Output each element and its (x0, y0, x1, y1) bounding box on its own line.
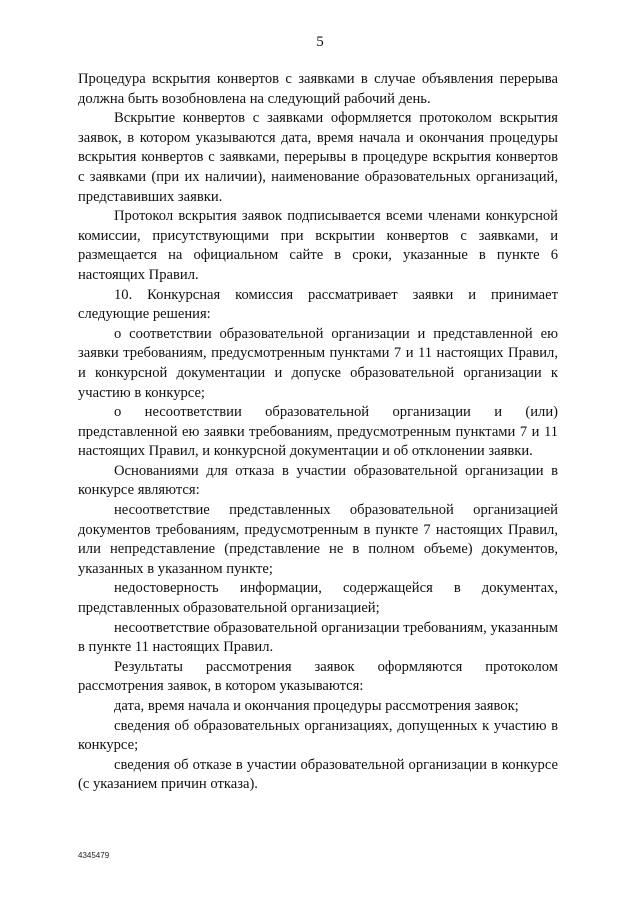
paragraph: дата, время начала и окончания процедуры рассмотрения заявок; (114, 698, 519, 714)
paragraph: Процедура вскрытия конвертов с заявками в случае объявления перерыва должна быть возобновлена на следующий рабочий день. (78, 71, 558, 107)
paragraph: несоответствие образовательной организации требованиям, указанным в пункте 11 настоящих Правил. (78, 619, 558, 656)
paragraph: сведения об образовательных организациях, допущенных к участию в конкурсе; (78, 717, 558, 754)
paragraph-item-10: 10. Конкурсная комиссия рассматривает заявки и принимает следующие решения: (78, 286, 558, 323)
paragraph: Вскрытие конвертов с заявками оформляется протоколом вскрытия заявок, в котором указываются дата, время начала и окончания процедуры вскрытия конвертов с заявками, перерывы в процедуре вскрытия конвертов с заявками (при их наличии), наименование образовательных организаций, представивших заявки. (78, 110, 558, 205)
paragraph: Основаниями для отказа в участии образовательной организации в конкурсе являются: (78, 462, 558, 499)
paragraph: Протокол вскрытия заявок подписывается всеми членами конкурсной комиссии, присутствующими при вскрытии конвертов с заявками, и размещается на официальном сайте в сроки, указанные в пункте 6 настоящих Правил. (78, 208, 558, 283)
paragraph: сведения об отказе в участии образовательной организации в конкурсе (с указанием причин отказа). (78, 756, 558, 793)
document-code: 4345479 (78, 851, 110, 860)
document-body (78, 70, 558, 795)
paragraph: о несоответствии образовательной организации и (или) представленной ею заявки требованиям, предусмотренным пунктами 7 и 11 настоящих Правил, и конкурсной документации и об отклонении заявки. (78, 404, 558, 460)
paragraph: Результаты рассмотрения заявок оформляются протоколом рассмотрения заявок, в котором указываются: (78, 658, 558, 695)
paragraph: несоответствие представленных образовательной организацией документов требованиям, предусмотренным в пункте 7 настоящих Правил, или непредставление (представление не в полном объеме) документов, указанных в указанном пункте; (78, 502, 558, 577)
page-number: 5 (316, 34, 324, 50)
paragraph: о соответствии образовательной организации и представленной ею заявки требованиям, предусмотренным пунктами 7 и 11 настоящих Правил, и конкурсной документации и допуске образовательной организации к участию в конкурсе; (78, 325, 558, 401)
paragraph: недостоверность информации, содержащейся в документах, представленных образовательной организацией; (78, 580, 558, 617)
